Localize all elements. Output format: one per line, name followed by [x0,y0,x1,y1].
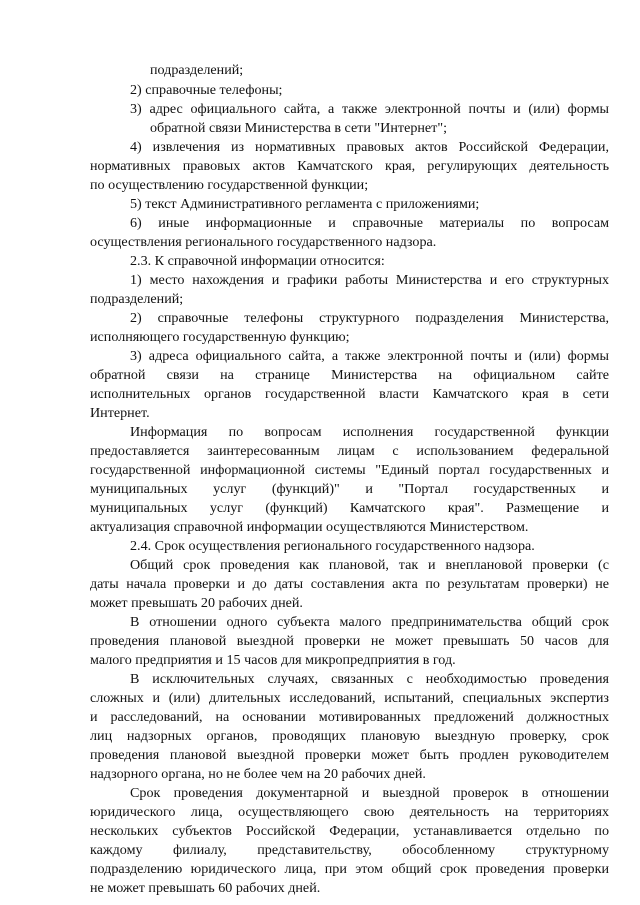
text-line: и расследований, на основании мотивированных предложений должностных [90,709,609,725]
text-line: актуализация справочной информации осуществляются Министерством. [90,519,529,535]
text-line: сложных и (или) длительных исследований, испытаний, специальных экспертиз [90,690,609,706]
text-line: 4) извлечения из нормативных правовых актов Российской Федерации, [130,139,609,155]
text-line: может превышать 20 рабочих дней. [90,595,303,611]
text-line: подразделений; [90,291,184,307]
text-line: 3) адреса официального сайта, а также электронной почты и (или) формы [130,348,609,364]
text-line: даты начала проверки и до даты составления акта по результатам проверки) не [90,576,609,592]
text-line: юридического лица, осуществляющего свою деятельность на территориях [90,804,609,820]
text-line: подразделению юридического лица, при этом общий срок проведения проверки [90,861,609,877]
text-line: малого предприятия и 15 часов для микропредприятия в год. [90,652,456,668]
text-line: исполнительных органов государственной власти Камчатского края в сети [90,386,609,402]
text-line: каждому филиалу, представительству, обособленному структурному [90,842,609,858]
text-line: предоставляется заинтересованным лицам с использованием федеральной [90,443,609,459]
text-line: В отношении одного субъекта малого предпринимательства общий срок [130,614,609,630]
text-line: по осуществлению государственной функции; [90,177,369,193]
text-line: Интернет. [90,405,150,421]
text-line: нескольких субъектов Российской Федерации, устанавливается отдельно по [90,823,609,839]
text-line: 1) место нахождения и графики работы Министерства и его структурных [130,272,609,288]
text-line: 3) адрес официального сайта, а также электронной почты и (или) формы [130,101,609,117]
text-line: осуществления регионального государственного надзора. [90,234,437,250]
section-heading: 2.3. К справочной информации относится: [130,253,385,269]
text-line: Информация по вопросам исполнения государственной функции [130,424,609,440]
text-line: подразделений; [150,62,244,78]
text-line: 6) иные информационные и справочные материалы по вопросам [130,215,609,231]
section-heading: 2.4. Срок осуществления регионального государственного надзора. [130,538,535,554]
text-line: муниципальных услуг (функций) Камчатского края". Размещение и [90,500,609,516]
text-line: государственной информационной системы "Единый портал государственных и [90,462,609,478]
text-line: 2) справочные телефоны; [130,82,283,98]
text-line: исполняющего государственную функцию; [90,329,350,345]
text-line: 5) текст Административного регламента с приложениями; [130,196,480,212]
text-line: обратной связи на странице Министерства на официальном сайте [90,367,609,383]
text-line: В исключительных случаях, связанных с необходимостью проведения [130,671,609,687]
text-line: муниципальных услуг (функций)" и "Портал государственных и [90,481,609,497]
text-line: нормативных правовых актов Камчатского края, регулирующих деятельность [90,158,609,174]
text-line: проведения плановой выездной проверки может быть продлен руководителем [90,747,609,763]
text-line: Срок проведения документарной и выездной проверок в отношении [130,785,609,801]
text-line: 2) справочные телефоны структурного подразделения Министерства, [130,310,609,326]
text-line: лиц надзорных органов, проводящих плановую выездную проверку, срок [90,728,609,744]
text-line: Общий срок проведения как плановой, так и внеплановой проверки (с [130,557,609,573]
text-line: надзорного органа, но не более чем на 20 рабочих дней. [90,766,426,782]
text-line: проведения плановой выездной проверки не может превышать 50 часов для [90,633,609,649]
text-line: не может превышать 60 рабочих дней. [90,880,321,896]
text-line: обратной связи Министерства в сети "Интернет"; [150,120,447,136]
